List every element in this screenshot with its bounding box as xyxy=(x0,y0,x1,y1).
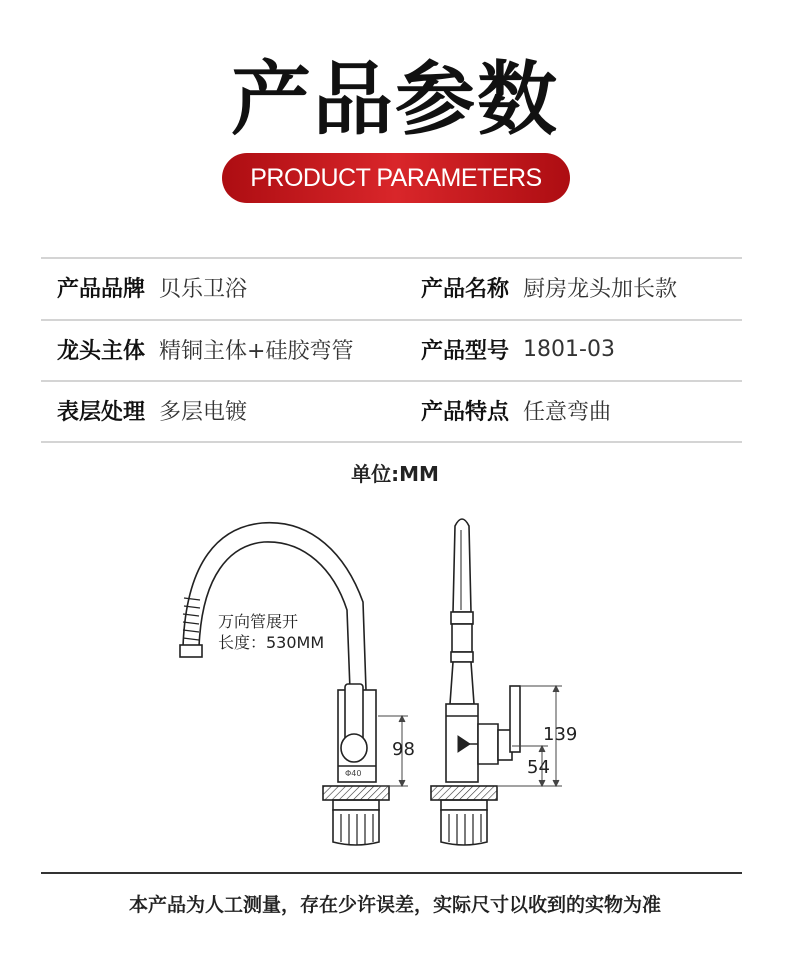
spec-key: 产品特点 xyxy=(421,399,510,425)
spec-key: 产品名称 xyxy=(421,276,510,302)
spec-key: 表层处理 xyxy=(57,399,146,425)
spec-model xyxy=(421,319,615,379)
side-lever xyxy=(478,724,498,764)
unit-label: 单位:MM xyxy=(351,462,439,486)
side-dim-54-label: 54 xyxy=(527,757,550,778)
page-title: 产品参数 xyxy=(231,53,559,146)
spec-value: 厨房龙头加长款 xyxy=(523,276,678,302)
spec-value: 贝乐卫浴 xyxy=(159,276,248,302)
subtitle-banner xyxy=(222,153,570,203)
footer-disclaimer: 本产品为人工测量，存在少许误差，实际尺寸以收到的实物为准 xyxy=(128,894,661,916)
front-lever-knob xyxy=(341,734,367,762)
front-dim-98-label: 98 xyxy=(392,739,415,760)
front-mount-nut xyxy=(333,810,379,845)
side-spout xyxy=(453,519,471,612)
table-divider xyxy=(41,441,742,443)
front-spray-head xyxy=(180,645,202,657)
spec-finish xyxy=(57,380,247,440)
side-base-plate xyxy=(431,786,497,800)
side-collar xyxy=(451,612,473,624)
front-note-line1: 万向管展开 xyxy=(218,612,299,631)
spec-value: 任意弯曲 xyxy=(523,399,612,425)
front-gooseneck-outer xyxy=(183,523,366,690)
spec-value: 多层电镀 xyxy=(159,399,248,425)
spec-product-name xyxy=(421,257,677,317)
footer-divider xyxy=(41,872,742,874)
side-mount-nut xyxy=(441,810,487,845)
front-view-drawing xyxy=(180,523,408,845)
spec-body xyxy=(57,319,353,379)
subtitle-text: PRODUCT PARAMETERS xyxy=(250,163,542,192)
spec-key: 产品型号 xyxy=(421,338,510,364)
side-view-drawing xyxy=(431,519,562,845)
spec-value: 精铜主体+硅胶弯管 xyxy=(159,338,354,364)
spec-key: 龙头主体 xyxy=(57,338,146,364)
spec-key: 产品品牌 xyxy=(57,276,146,302)
spec-brand xyxy=(57,257,247,317)
front-note-line2: 长度：530MM xyxy=(218,633,325,652)
side-dim-139-label: 139 xyxy=(543,724,578,745)
spec-feature xyxy=(421,380,611,440)
faucet-drawings xyxy=(0,490,790,860)
front-base-mark: Φ40 xyxy=(345,769,362,778)
spec-value: 1801-03 xyxy=(523,336,615,362)
front-base-plate xyxy=(323,786,389,800)
